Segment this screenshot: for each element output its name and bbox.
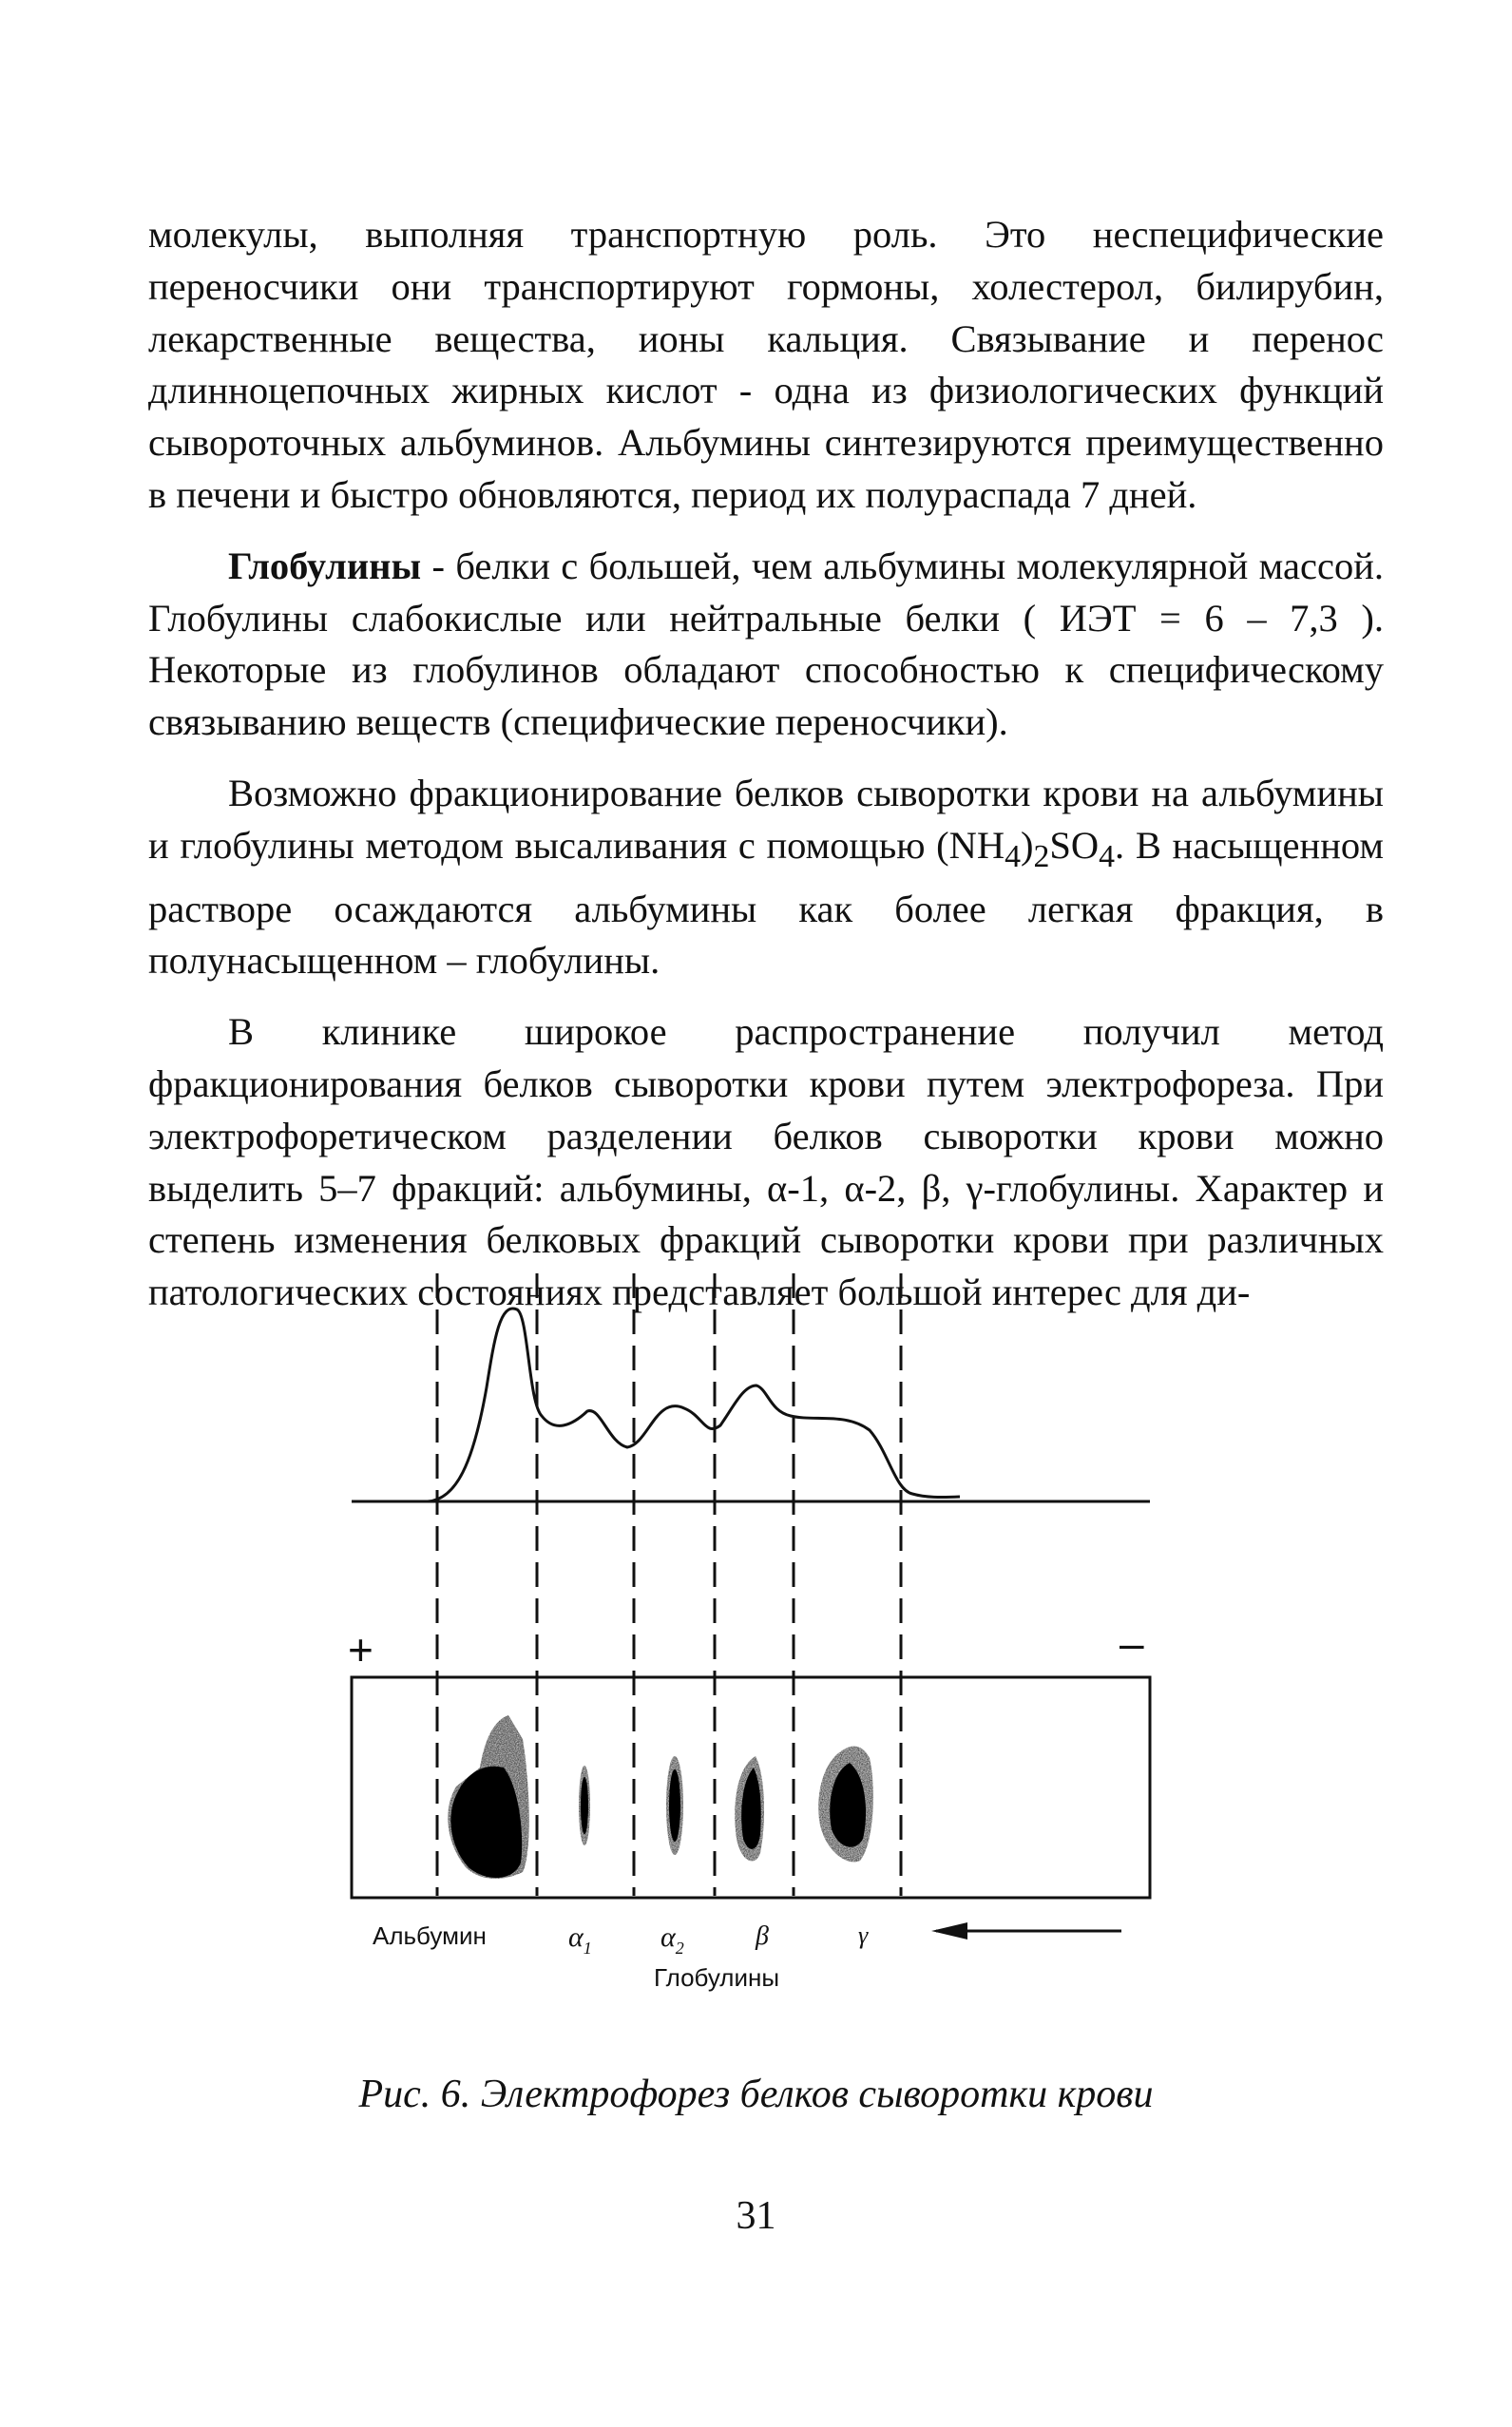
paragraph-4: В клинике широкое распространение получил метод фракционирования белков сыворотки крови путем электрофореза. При электрофоретическом разделении белков сыворотки крови можно выделить 5–7 фракций: альбумины, α-1, α-2, β, γ-глобулины. Характер и степень изменения белковых фракций сыворотки крови при различных патологических состояниях представляет большой интерес для ди- xyxy=(148,1010,1384,1314)
alpha1-band-core xyxy=(581,1777,588,1834)
label-alpha1: $\alpha_1$ xyxy=(568,1921,592,1958)
subscript: 4 xyxy=(1005,838,1021,874)
paragraph-3-text-b: ) xyxy=(1021,823,1034,867)
paragraph-3-text-c: SO xyxy=(1049,823,1100,867)
term-globulins: Глобулины xyxy=(228,544,422,587)
paragraph-2 xyxy=(148,541,1384,749)
subscript: 2 xyxy=(1033,838,1050,874)
label-globulins: Глобулины xyxy=(654,1963,780,1992)
protein-bands xyxy=(448,1715,873,1879)
migration-arrow xyxy=(931,1922,1121,1940)
cathode-sign: – xyxy=(1120,1618,1144,1668)
alpha2-band-core xyxy=(669,1769,680,1842)
label-gamma: γ xyxy=(858,1921,869,1949)
electrophoresis-diagram xyxy=(348,1273,1169,2034)
paragraph-3-text-d: . В насыщенном растворе осаждаются альбумины как более легкая фракция, в полунасыщенном – глобулины. xyxy=(148,823,1384,983)
paragraph-3-text-a: Возможно фракционирование белков сыворотки крови на альбумины и глобулины методом высаливания с помощью (NH xyxy=(148,771,1384,867)
label-alpha2: $\alpha_2$ xyxy=(660,1921,684,1958)
body-text xyxy=(148,209,1384,1319)
label-albumin: Альбумин xyxy=(373,1921,487,1950)
subscript: 4 xyxy=(1099,838,1116,874)
anode-sign: + xyxy=(348,1625,373,1674)
page-number: 31 xyxy=(736,2194,776,2238)
densitogram-curve xyxy=(428,1309,960,1501)
paragraph-1: молекулы, выполняя транспортную роль. Это неспецифические переносчики они транспортируют гормоны, холестерол, билирубин, лекарственные вещества, ионы кальция. Связывание и перенос длинноцепочных жирных кислот - одна из физиологических функций сывороточных альбуминов. Альбумины синтезируются преимущественно в печени и быстро обновляются, период их полураспада 7 дней. xyxy=(148,213,1384,516)
label-beta: β xyxy=(756,1921,769,1951)
paragraph-2-text: - белки с большей, чем альбумины молекулярной массой. Глобулины слабокислые или нейтральные белки ( ИЭТ = 6 – 7,3 ). Некоторые из глобулинов обладают способностью к специфическому связыванию веществ (специфические переносчики). xyxy=(148,544,1384,744)
figure-caption: Рис. 6. Электрофорез белков сыворотки крови xyxy=(358,2073,1154,2116)
paragraph-3 xyxy=(148,768,1384,987)
electrophoresis-figure xyxy=(348,1273,1169,2034)
